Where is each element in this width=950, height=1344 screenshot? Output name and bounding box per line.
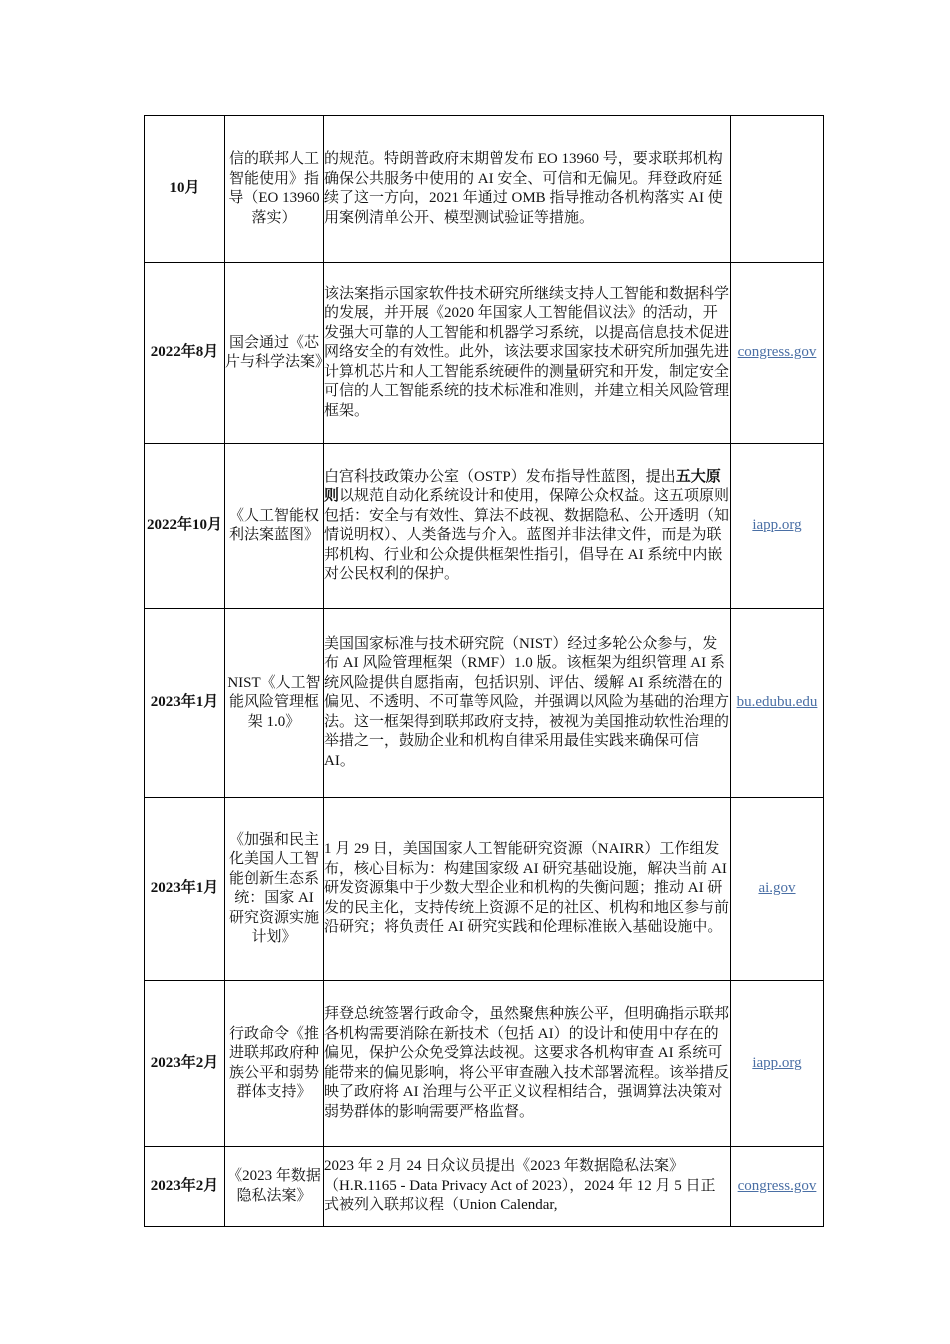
row-source: [731, 798, 824, 981]
row-source: [731, 116, 824, 263]
row-source: [731, 609, 824, 798]
row-date: 2023年2月: [145, 981, 225, 1147]
table-row: [145, 981, 824, 1147]
row-policy-name: 《人工智能权利法案蓝图》: [225, 444, 324, 609]
row-source: [731, 981, 824, 1147]
table-row: [145, 116, 824, 263]
description-bold-text: 五大原则: [324, 468, 721, 504]
source-link[interactable]: iapp.org: [752, 517, 802, 534]
row-description: 该法案指示国家软件技术研究所继续支持人工智能和数据科学的发展，并开展《2020 年国家人工智能倡议法》的活动，开发强大可靠的人工智能和机器学习系统，以提高信息技术促进网络安全的有效性。此外，该法要求国家技术研究所加强先进计算机芯片和人工智能系统硬件的测量研究和开发，制定安全可信的人工智能系统的技术标准和准则，并建立相关风险管理框架。: [324, 263, 731, 444]
row-source: [731, 263, 824, 444]
row-date: 2023年1月: [145, 609, 225, 798]
row-source: [731, 444, 824, 609]
row-policy-name: 信的联邦人工智能使用》指导（EO 13960落实）: [225, 116, 324, 263]
row-description: 2023 年 2 月 24 日众议员提出《2023 年数据隐私法案》（H.R.1165 - Data Privacy Act of 2023），2024 年 12 月 5 日正式被列入联邦议程（Union Calendar,: [324, 1147, 731, 1227]
row-policy-name: 《加强和民主化美国人工智能创新生态系统：国家 AI 研究资源实施计划》: [225, 798, 324, 981]
row-description: 拜登总统签署行政命令，虽然聚焦种族公平，但明确指示联邦各机构需要消除在新技术（包括 AI）的设计和使用中存在的偏见，保护公众免受算法歧视。这要求各机构审查 AI 系统可能带来的偏见影响，将公平审查融入技术部署流程。该举措反映了政府将 AI 治理与公平正义议程相结合，强调算法决策对弱势群体的影响需要严格监督。: [324, 981, 731, 1147]
table-row: [145, 609, 824, 798]
source-link[interactable]: bu.edubu.edu: [736, 694, 818, 711]
table-row: [145, 444, 824, 609]
row-date: 2023年1月: [145, 798, 225, 981]
table-row: [145, 263, 824, 444]
row-policy-name: NIST《人工智能风险管理框架 1.0》: [225, 609, 324, 798]
row-source: [731, 1147, 824, 1227]
row-date: 10月: [145, 116, 225, 263]
policy-table: [144, 115, 824, 1227]
row-policy-name: 《2023 年数据隐私法案》: [225, 1147, 324, 1227]
description-text: 白宫科技政策办公室（OSTP）发布指导性蓝图，提出: [324, 468, 676, 485]
source-link[interactable]: congress.gov: [737, 1177, 817, 1194]
description-text: 以规范自动化系统设计和使用，保障公众权益。这五项原则包括：安全与有效性、算法不歧视、数据隐私、公开透明（知情说明权）、人类备选与介入。蓝图并非法律文件，而是为联邦机构、行业和公众提供框架性指引，倡导在 AI 系统中内嵌对公民权利的保护。: [324, 488, 730, 582]
table-row: [145, 798, 824, 981]
source-link[interactable]: iapp.org: [752, 1054, 802, 1071]
row-description: 美国国家标准与技术研究院（NIST）经过多轮公众参与，发布 AI 风险管理框架（RMF）1.0 版。该框架为组织管理 AI 系统风险提供自愿指南，包括识别、评估、缓解 AI 系统潜在的偏见、不透明、不可靠等风险，并强调以风险为基础的治理方法。这一框架得到联邦政府支持，被视为美国推动软性治理的举措之一，鼓励企业和机构自律采用最佳实践来确保可信 AI。: [324, 609, 731, 798]
table-row: [145, 1147, 824, 1227]
row-description: 的规范。特朗普政府末期曾发布 EO 13960 号，要求联邦机构确保公共服务中使用的 AI 安全、可信和无偏见。拜登政府延续了这一方向，2021 年通过 OMB 指导推动各机构落实 AI 使用案例清单公开、模型测试验证等措施。: [324, 116, 731, 263]
source-link[interactable]: congress.gov: [737, 344, 817, 361]
row-date: 2022年8月: [145, 263, 225, 444]
row-date: 2023年2月: [145, 1147, 225, 1227]
source-link[interactable]: ai.gov: [758, 880, 796, 897]
row-policy-name: 国会通过《芯片与科学法案》: [225, 263, 324, 444]
row-description: 1 月 29 日，美国国家人工智能研究资源（NAIRR）工作组发布，核心目标为：构建国家级 AI 研究基础设施，解决当前 AI 研发资源集中于少数大型企业和机构的失衡问题；推动 AI 研发的民主化，支持传统上资源不足的社区、机构和地区参与前沿研究；将负责任 AI 研究实践和伦理标准嵌入基础设施中。: [324, 798, 731, 981]
row-policy-name: 行政命令《推进联邦政府种族公平和弱势群体支持》: [225, 981, 324, 1147]
row-description: [324, 444, 731, 609]
row-date: 2022年10月: [145, 444, 225, 609]
